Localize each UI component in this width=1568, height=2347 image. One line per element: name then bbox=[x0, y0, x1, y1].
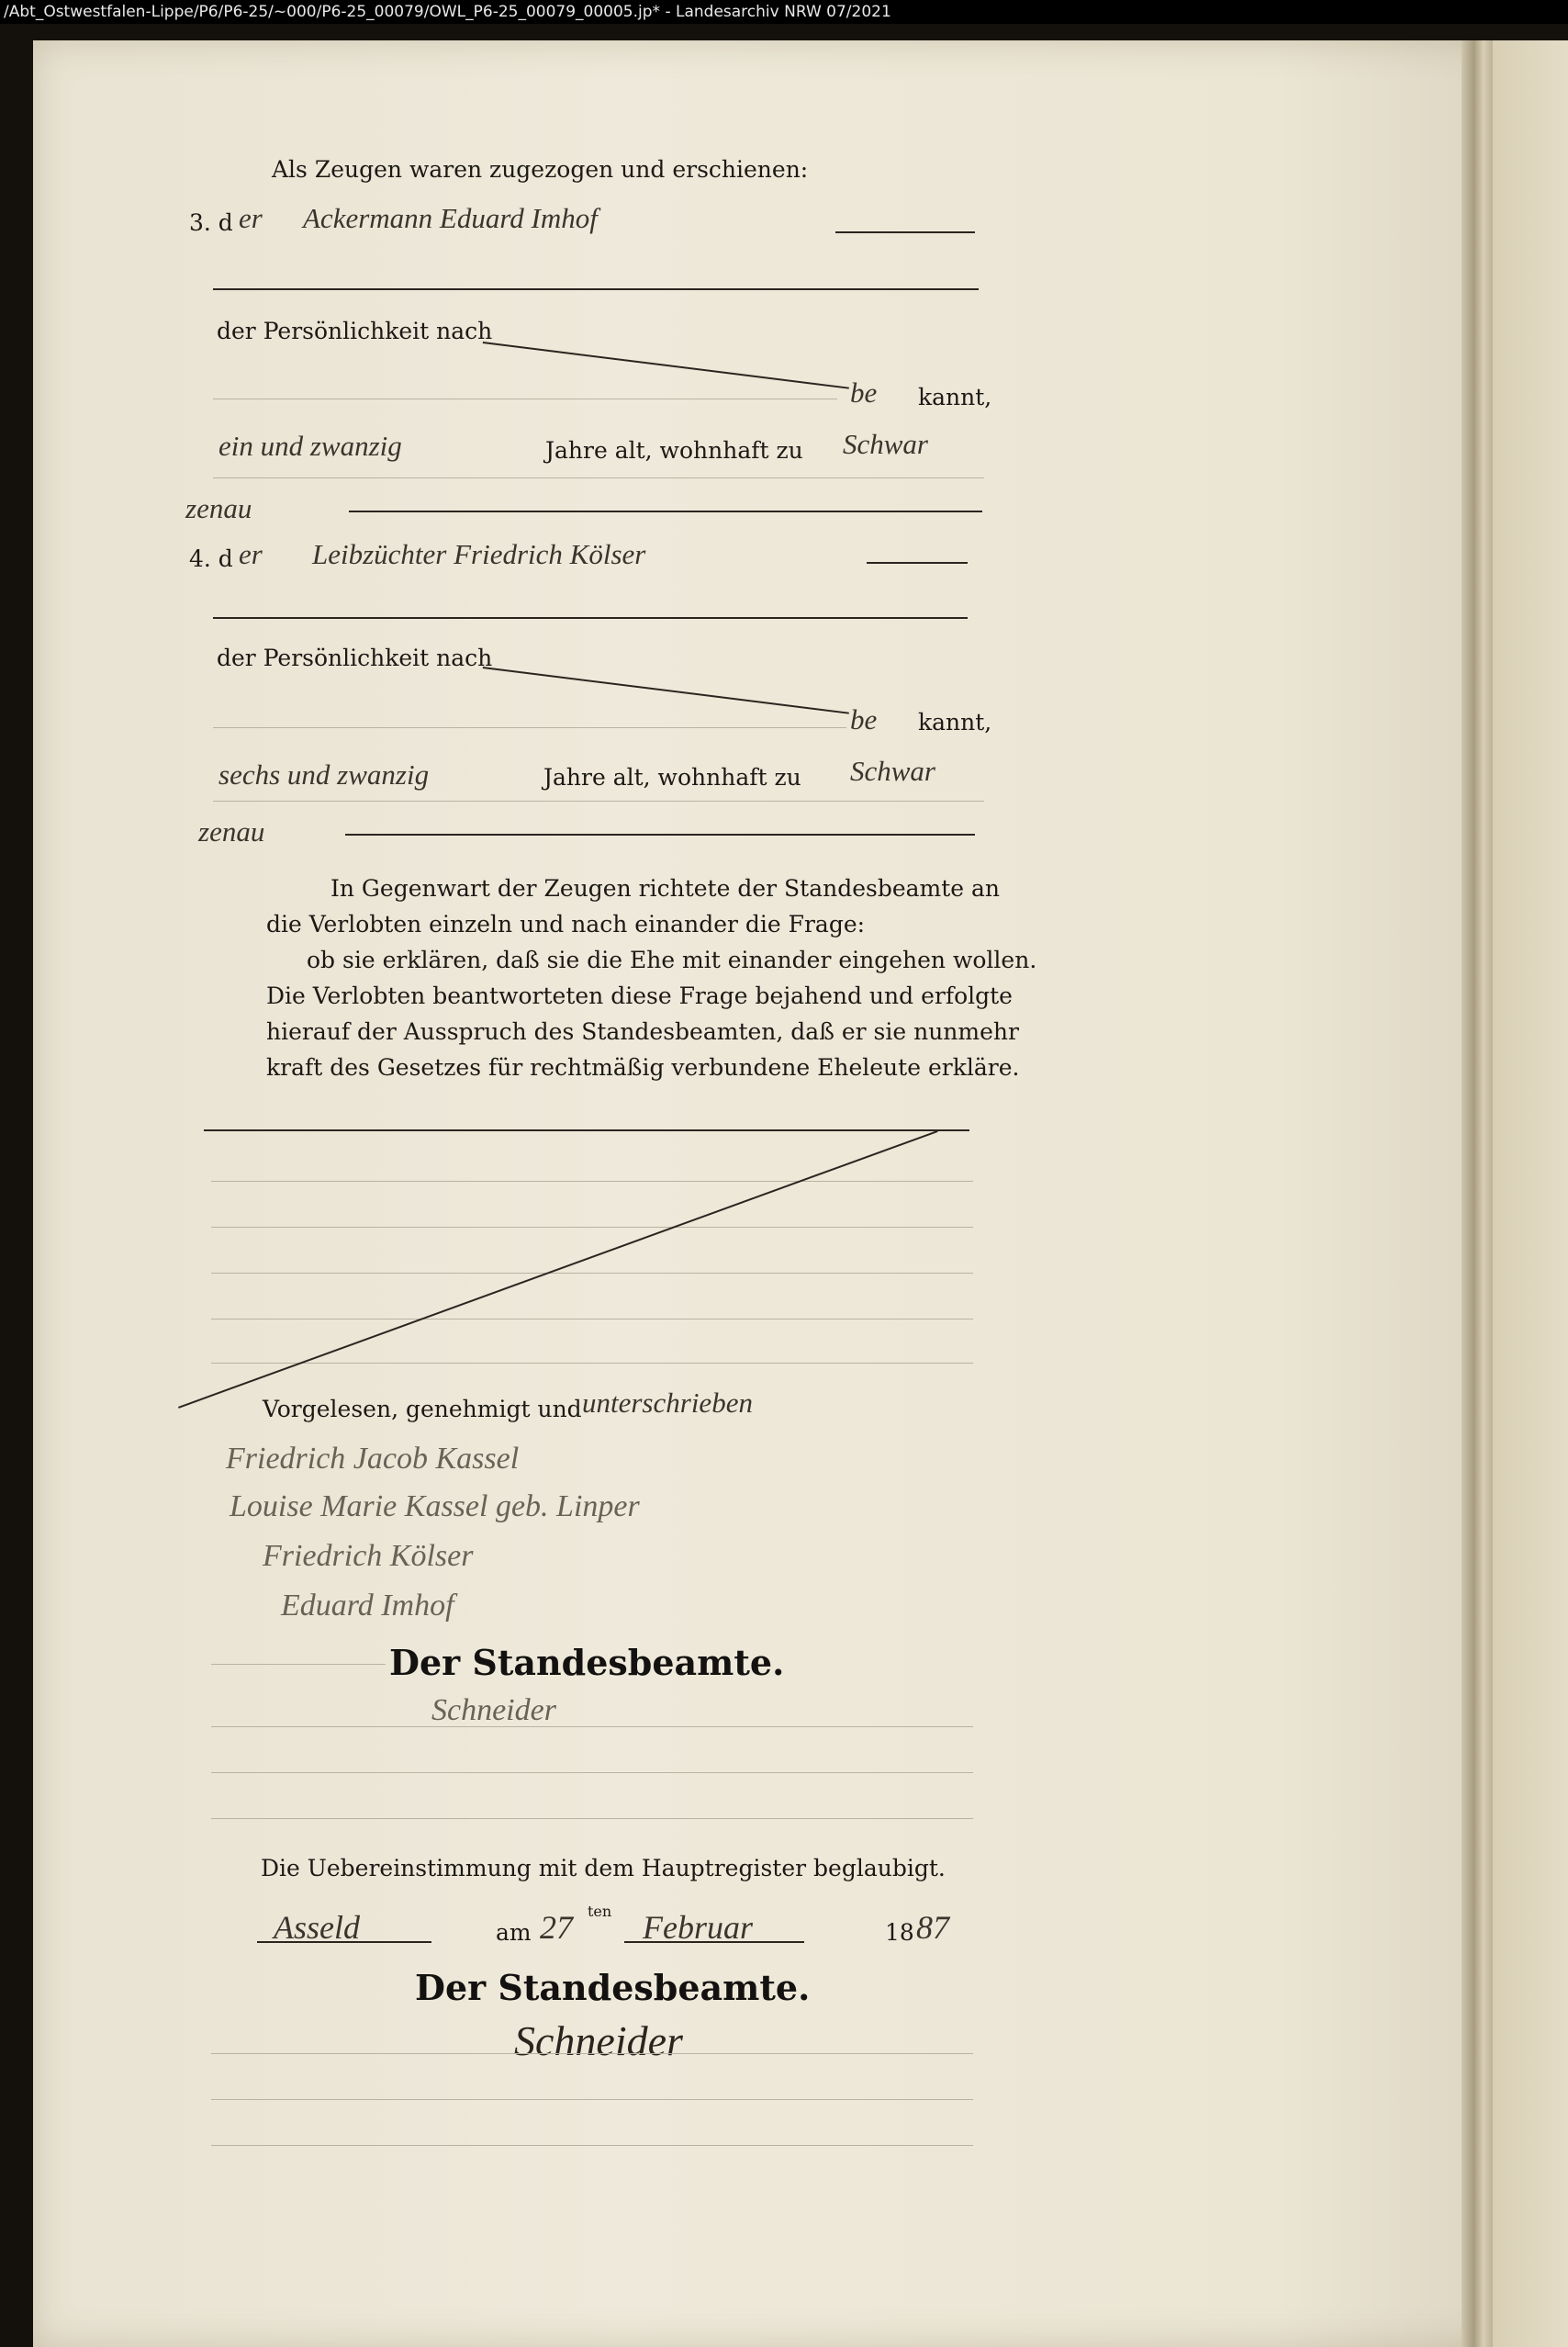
certification-place: Asseld bbox=[274, 1909, 360, 1946]
ceremony-line-6: kraft des Gesetzes für rechtmäßig verbundene Eheleute erkläre. bbox=[266, 1054, 1020, 1081]
certification-am: am bbox=[496, 1919, 532, 1946]
witness3-guide-line-2 bbox=[213, 477, 984, 478]
witness3-known-hw: be bbox=[850, 376, 878, 409]
remarks-top-rule bbox=[204, 1129, 969, 1131]
remarks-guide-5 bbox=[211, 1363, 973, 1364]
registrar-guide-1 bbox=[211, 1726, 973, 1727]
page-binding bbox=[1462, 40, 1493, 2347]
witness4-known-hw: be bbox=[850, 703, 878, 736]
registrar-guide-left bbox=[211, 1664, 386, 1665]
witness4-name: Leibzüchter Friedrich Kölser bbox=[312, 538, 646, 570]
ceremony-paragraph bbox=[266, 870, 1036, 1085]
witness3-residence: Schwar bbox=[843, 428, 928, 460]
remarks-guide-2 bbox=[211, 1227, 973, 1228]
witness4-number: 4. d bbox=[189, 545, 233, 572]
witness3-number-hw: er bbox=[239, 202, 263, 234]
witness4-residence-line bbox=[345, 834, 975, 836]
witness3-rule bbox=[213, 288, 979, 290]
ceremony-line-2: die Verlobten einzeln und nach einander die Frage: bbox=[266, 911, 866, 938]
ceremony-line-1: In Gegenwart der Zeugen richtete der Standesbeamte an bbox=[330, 875, 1001, 902]
ceremony-line-3: ob sie erklären, daß sie die Ehe mit einander eingehen wollen. bbox=[307, 947, 1037, 973]
witness3-residence-line bbox=[349, 511, 982, 512]
certification-place-line bbox=[257, 1941, 431, 1943]
witness4-age-label: Jahre alt, wohnhaft zu bbox=[543, 764, 801, 791]
certification-guide-3 bbox=[211, 2145, 973, 2146]
witness3-age-label: Jahre alt, wohnhaft zu bbox=[545, 437, 803, 464]
registrar-guide-3 bbox=[211, 1818, 973, 1819]
witness3-age: ein und zwanzig bbox=[218, 430, 402, 462]
signing-label: Vorgelesen, genehmigt und bbox=[263, 1396, 582, 1422]
remarks-guide-3 bbox=[211, 1273, 973, 1274]
registrar-guide-2 bbox=[211, 1772, 973, 1773]
witnesses-intro: Als Zeugen waren zugezogen und erschienen: bbox=[272, 156, 809, 183]
certification-month: Februar bbox=[643, 1909, 753, 1946]
ceremony-line-4: Die Verlobten beantworteten diese Frage bejahend und erfolgte bbox=[266, 983, 1013, 1009]
certification-heading: Der Standesbeamte. bbox=[415, 1967, 811, 2008]
signing-label-hw: unterschrieben bbox=[582, 1387, 753, 1419]
ceremony-line-5: hierauf der Ausspruch des Standesbeamten, daß er sie nunmehr bbox=[266, 1018, 1019, 1045]
certification-year-printed: 18 bbox=[885, 1919, 914, 1946]
witness3-residence-cont: zenau bbox=[185, 492, 252, 524]
registrar-heading: Der Standesbeamte. bbox=[389, 1642, 785, 1683]
signature-groom: Friedrich Jacob Kassel bbox=[226, 1442, 520, 1476]
witness4-residence-cont: zenau bbox=[198, 815, 265, 848]
witness4-age: sechs und zwanzig bbox=[218, 758, 430, 791]
witness3-name-line bbox=[835, 231, 975, 233]
certification-text: Die Uebereinstimmung mit dem Hauptregister beglaubigt. bbox=[261, 1855, 946, 1881]
certification-signature: Schneider bbox=[514, 2017, 683, 2064]
signature-witness-4: Friedrich Kölser bbox=[263, 1539, 474, 1573]
remarks-guide-1 bbox=[211, 1181, 973, 1182]
witness4-rule bbox=[213, 617, 968, 619]
window-title: /Abt_Ostwestfalen-Lippe/P6/P6-25/~000/P6-25_00079/OWL_P6-25_00079_00005.jp* - Landesarchiv NRW 07/2021 bbox=[0, 0, 1568, 24]
certification-year-hw: 87 bbox=[916, 1909, 949, 1946]
signature-bride: Louise Marie Kassel geb. Linper bbox=[230, 1489, 640, 1523]
witness3-personality-label: der Persönlichkeit nach bbox=[217, 318, 493, 344]
witness3-name: Ackermann Eduard Imhof bbox=[303, 202, 598, 234]
witness4-residence: Schwar bbox=[850, 755, 935, 787]
certification-day-suffix: ten bbox=[588, 1903, 612, 1920]
certification-guide-1 bbox=[211, 2053, 973, 2054]
witness4-personality-label: der Persönlichkeit nach bbox=[217, 645, 493, 671]
registrar-signature: Schneider bbox=[431, 1693, 556, 1727]
certification-guide-2 bbox=[211, 2099, 973, 2100]
witness4-guide-line bbox=[213, 727, 846, 728]
witness3-known-suffix: kannt, bbox=[918, 384, 992, 410]
certification-month-line bbox=[624, 1941, 804, 1943]
signature-witness-3: Eduard Imhof bbox=[281, 1589, 454, 1623]
witness4-known-suffix: kannt, bbox=[918, 709, 992, 736]
certification-day: 27 bbox=[540, 1909, 573, 1946]
witness3-number: 3. d bbox=[189, 209, 233, 236]
witness4-number-hw: er bbox=[239, 538, 263, 570]
witness4-name-line bbox=[867, 562, 968, 564]
adjacent-page-edge bbox=[1493, 40, 1568, 2347]
witness4-guide-line-2 bbox=[213, 801, 984, 802]
